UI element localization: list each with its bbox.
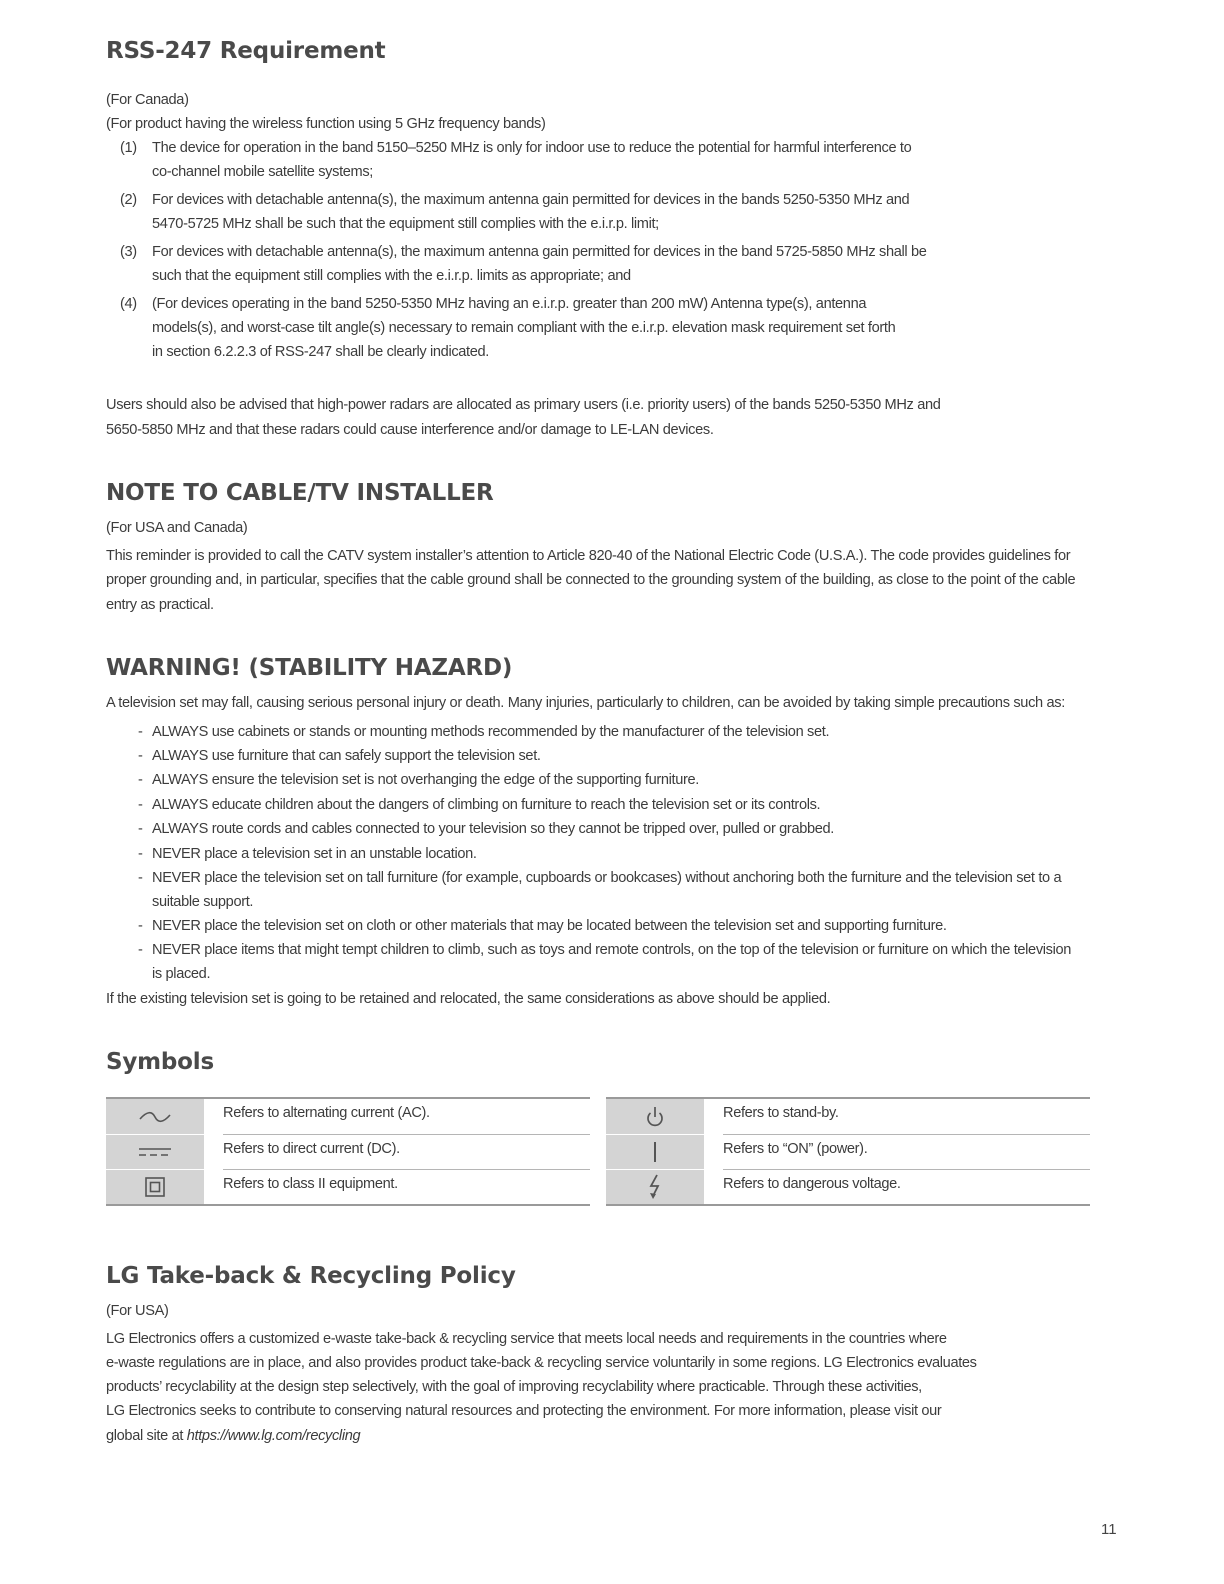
catv-section-title: NOTE TO CABLE/TV INSTALLER xyxy=(106,480,494,506)
symbol-description: Refers to dangerous voltage. xyxy=(723,1169,1090,1204)
rss-item-number: (2) xyxy=(120,192,137,208)
warning-bullet: is placed. xyxy=(152,966,211,982)
symbol-row xyxy=(606,1169,1090,1204)
rss-item-text: 5470-5725 MHz shall be such that the equipment still complies with the e.i.r.p. limit; xyxy=(152,216,659,232)
symbols-table-left xyxy=(106,1097,590,1206)
warning-bullet: NEVER place the television set on cloth or other materials that may be located between the television set and supporting furniture. xyxy=(152,918,947,934)
symbol-row xyxy=(606,1134,1090,1169)
warning-bullet: ALWAYS route cords and cables connected to your television so they cannot be tripped over, pulled or grabbed. xyxy=(152,821,834,837)
catv-for-line: (For USA and Canada) xyxy=(106,520,248,536)
bullet-dash: - xyxy=(138,846,143,862)
rss-item-number: (4) xyxy=(120,296,137,312)
recycling-paragraph: LG Electronics seeks to contribute to conserving natural resources and protecting the environment. For more information, please visit our xyxy=(106,1403,942,1419)
warning-bullet: ALWAYS use furniture that can safely support the television set. xyxy=(152,748,541,764)
bullet-dash: - xyxy=(138,821,143,837)
warning-bullet: suitable support. xyxy=(152,894,254,910)
recycling-link[interactable]: https://www.lg.com/recycling xyxy=(186,1428,361,1444)
rss-item-text: For devices with detachable antenna(s), the maximum antenna gain permitted for devices in the bands 5250-5350 MHz and xyxy=(152,192,910,208)
rss-section-title: RSS-247 Requirement xyxy=(106,38,386,64)
bullet-dash: - xyxy=(138,797,143,813)
warning-bullet: ALWAYS ensure the television set is not overhanging the edge of the supporting furniture. xyxy=(152,772,700,788)
catv-paragraph: This reminder is provided to call the CATV system installer’s attention to Article 820-40 of the National Electric Code (U.S.A.). The code provides guidelines for xyxy=(106,548,1071,564)
rss-item-text: The device for operation in the band 5150–5250 MHz is only for indoor use to reduce the potential for harmful interference to xyxy=(152,140,912,156)
symbol-description: Refers to direct current (DC). xyxy=(223,1134,590,1169)
warning-bullet: NEVER place items that might tempt children to climb, such as toys and remote controls, on the top of the television or furniture on which the television xyxy=(152,942,1072,958)
rss-for-canada: (For Canada) xyxy=(106,92,189,108)
warning-section-title: WARNING! (STABILITY HAZARD) xyxy=(106,655,513,681)
bullet-dash: - xyxy=(138,748,143,764)
rss-item-number: (1) xyxy=(120,140,137,156)
rss-item-text: in section 6.2.2.3 of RSS-247 shall be clearly indicated. xyxy=(152,344,489,360)
page-number: 11 xyxy=(1101,1521,1117,1538)
rss-users-note: Users should also be advised that high-power radars are allocated as primary users (i.e. priority users) of the bands 5250-5350 MHz and xyxy=(106,397,941,413)
warning-bullet: ALWAYS use cabinets or stands or mounting methods recommended by the manufacturer of the television set. xyxy=(152,724,830,740)
bullet-dash: - xyxy=(138,772,143,788)
symbol-row xyxy=(106,1134,590,1169)
catv-paragraph: proper grounding and, in particular, specifies that the cable ground shall be connected to the grounding system of the building, as close to the point of the cable xyxy=(106,572,1076,588)
power-on-icon xyxy=(606,1134,704,1169)
rss-item-text: such that the equipment still complies with the e.i.r.p. limits as appropriate; and xyxy=(152,268,631,284)
symbol-row xyxy=(106,1099,590,1134)
symbol-description: Refers to “ON” (power). xyxy=(723,1134,1090,1169)
warning-bullet: NEVER place the television set on tall furniture (for example, cupboards or bookcases) without anchoring both the furniture and the television set to a xyxy=(152,870,1062,886)
warning-intro: A television set may fall, causing serious personal injury or death. Many injuries, particularly to children, can be avoided by taking simple precautions such as: xyxy=(106,695,1065,711)
rss-item-text: models(s), and worst-case tilt angle(s) necessary to remain compliant with the e.i.r.p. elevation mask requirement set forth xyxy=(152,320,896,336)
warning-bullet: NEVER place a television set in an unstable location. xyxy=(152,846,477,862)
recycling-site-prefix: global site at xyxy=(106,1428,187,1444)
rss-item-text: (For devices operating in the band 5250-5350 MHz having an e.i.r.p. greater than 200 mW) Antenna type(s), antenna xyxy=(152,296,867,312)
ac-icon xyxy=(106,1099,204,1134)
recycling-for-line: (For USA) xyxy=(106,1303,169,1319)
dc-icon xyxy=(106,1134,204,1169)
recycling-paragraph: LG Electronics offers a customized e-waste take-back & recycling service that meets local needs and requirements in the countries where xyxy=(106,1331,947,1347)
rss-item-text: For devices with detachable antenna(s), the maximum antenna gain permitted for devices in the band 5725-5850 MHz shall be xyxy=(152,244,927,260)
rss-for-product: (For product having the wireless function using 5 GHz frequency bands) xyxy=(106,116,546,132)
symbol-description: Refers to class II equipment. xyxy=(223,1169,590,1204)
warning-outro: If the existing television set is going to be retained and relocated, the same considerations as above should be applied. xyxy=(106,991,831,1007)
symbols-table-right xyxy=(606,1097,1090,1206)
recycling-last-line xyxy=(106,1424,360,1448)
rss-item-number: (3) xyxy=(120,244,137,260)
recycling-paragraph: e-waste regulations are in place, and also provides product take-back & recycling service voluntarily in some regions. LG Electronics evaluates xyxy=(106,1355,977,1371)
bullet-dash: - xyxy=(138,918,143,934)
warning-bullet: ALWAYS educate children about the dangers of climbing on furniture to reach the television set or its controls. xyxy=(152,797,821,813)
symbol-row xyxy=(106,1169,590,1204)
symbol-row xyxy=(606,1099,1090,1134)
rss-item-text: co-channel mobile satellite systems; xyxy=(152,164,374,180)
symbol-description: Refers to stand-by. xyxy=(723,1105,839,1121)
recycling-section-title: LG Take-back & Recycling Policy xyxy=(106,1263,516,1289)
rss-users-note: 5650-5850 MHz and that these radars could cause interference and/or damage to LE-LAN devices. xyxy=(106,422,714,438)
symbols-section-title: Symbols xyxy=(106,1049,214,1075)
dangerous-voltage-icon xyxy=(606,1169,704,1204)
standby-icon xyxy=(606,1099,704,1134)
bullet-dash: - xyxy=(138,724,143,740)
symbol-description: Refers to alternating current (AC). xyxy=(223,1105,430,1121)
bullet-dash: - xyxy=(138,870,143,886)
catv-paragraph: entry as practical. xyxy=(106,597,214,613)
recycling-paragraph: products’ recyclability at the design step selectively, with the goal of improving recyclability where practicable. Through these activities, xyxy=(106,1379,922,1395)
bullet-dash: - xyxy=(138,942,143,958)
class-ii-icon xyxy=(106,1169,204,1204)
